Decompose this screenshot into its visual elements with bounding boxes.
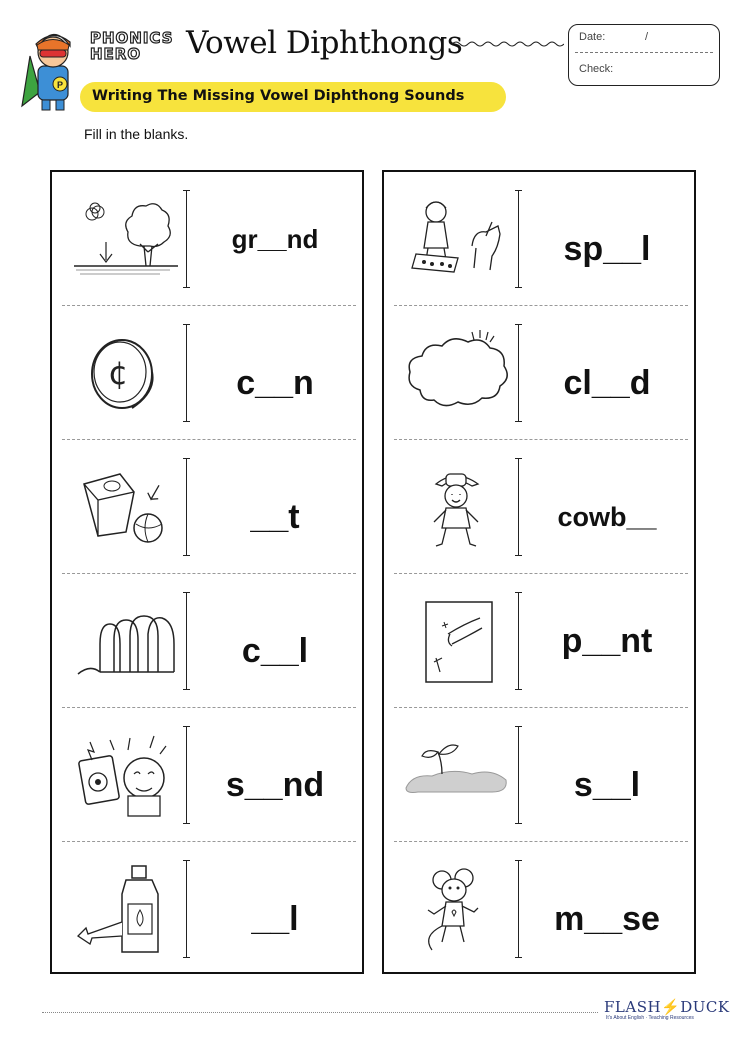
exercise-item: [52, 708, 362, 842]
left-exercise-panel: [50, 170, 364, 974]
date-separator: /: [645, 31, 649, 43]
answer-bracket: [186, 324, 187, 422]
blank-word: m__se: [554, 899, 660, 938]
logo-line2: HERO: [90, 45, 142, 63]
phonics-hero-mascot-icon: [20, 26, 86, 112]
pointing-hand-icon: [402, 588, 512, 692]
subtitle: Writing The Missing Vowel Diphthong Sounds: [92, 88, 465, 104]
blank-word: p__nt: [561, 621, 653, 660]
exercise-item: [384, 574, 694, 708]
blank-word: __l: [251, 899, 299, 938]
answer-bracket: [518, 324, 519, 422]
exercise-item: [384, 708, 694, 842]
soil-sprout-icon: [402, 722, 512, 826]
exercise-item: [52, 172, 362, 306]
answer-bracket: [518, 860, 519, 958]
instruction-text: Fill in the blanks.: [84, 126, 189, 142]
sound-speaker-icon: [70, 722, 180, 826]
svg-text:¢: ¢: [108, 354, 129, 392]
ground-tree-icon: [70, 186, 180, 290]
brand-left: FLASH: [604, 998, 662, 1016]
phonics-hero-logo: [90, 30, 180, 72]
svg-text:P: P: [57, 80, 64, 90]
date-check-box: [568, 24, 720, 86]
blank-word: cl__d: [563, 363, 651, 402]
blank-word: c__l: [241, 631, 309, 670]
exercise-item: [384, 306, 694, 440]
blank-word: cowb__: [557, 501, 657, 532]
answer-bracket: [186, 458, 187, 556]
coin-icon: [70, 320, 180, 424]
lightning-icon: ⚡: [661, 998, 681, 1016]
spoil-boy-icon: [402, 186, 512, 290]
exercise-item: [52, 306, 362, 440]
blank-word: c__n: [236, 363, 314, 402]
exercise-item: [52, 574, 362, 708]
coil-icon: [70, 588, 180, 692]
brand-right: DUCK: [680, 998, 730, 1016]
mouse-icon: [402, 856, 512, 960]
blank-word: __t: [250, 497, 300, 536]
blank-word: sp__l: [563, 229, 651, 268]
answer-bracket: [518, 726, 519, 824]
wavy-line-decoration: [452, 36, 564, 52]
check-label: Check:: [579, 63, 614, 75]
answer-bracket: [518, 592, 519, 690]
right-exercise-panel: [382, 170, 696, 974]
answer-bracket: [186, 190, 187, 288]
ball-out-of-box-icon: [70, 454, 180, 558]
answer-bracket: [186, 860, 187, 958]
flashduck-logo: [604, 998, 730, 1016]
footer-dotted-line: [42, 1012, 598, 1013]
exercise-item: [384, 172, 694, 306]
exercise-item: [52, 842, 362, 976]
brand-tagline: It's About English · Teaching Resources: [606, 1015, 694, 1021]
exercise-item: [384, 440, 694, 574]
date-row: [579, 31, 649, 43]
answer-bracket: [518, 190, 519, 288]
blank-word: gr__nd: [231, 223, 319, 254]
cowboy-icon: [402, 454, 512, 558]
blank-word: s__l: [573, 765, 641, 804]
logo-line1: PHONICS: [90, 29, 174, 47]
exercise-item: [52, 440, 362, 574]
blank-word: s__nd: [225, 765, 325, 804]
oil-bottle-icon: [70, 856, 180, 960]
cloud-icon: [402, 320, 512, 424]
date-divider: [575, 52, 713, 53]
answer-bracket: [518, 458, 519, 556]
exercise-item: [384, 842, 694, 976]
date-label: Date:: [579, 31, 606, 43]
answer-bracket: [186, 592, 187, 690]
answer-bracket: [186, 726, 187, 824]
page-title: Vowel Diphthongs: [186, 25, 463, 61]
